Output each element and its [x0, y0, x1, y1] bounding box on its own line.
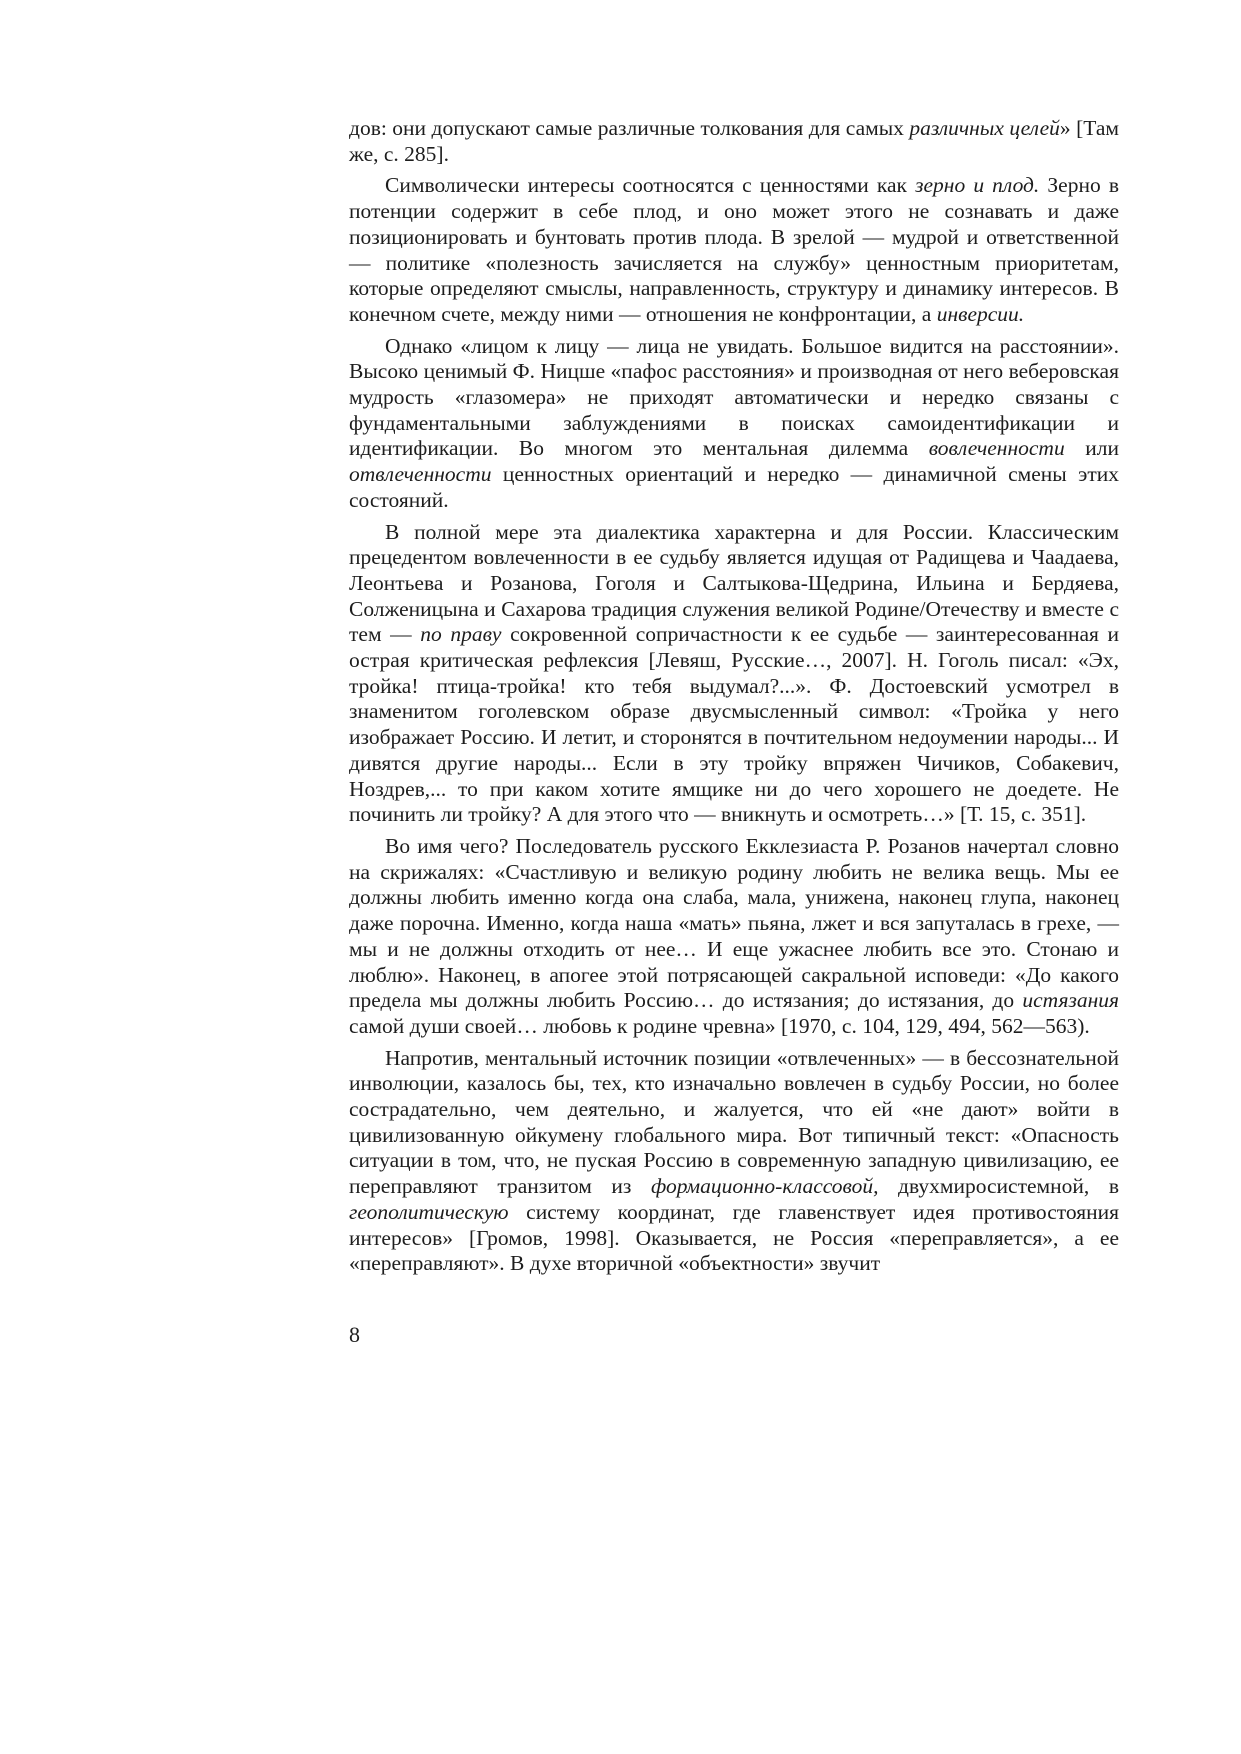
text-run-italic: геополитическую	[349, 1199, 509, 1224]
body-text	[349, 116, 1119, 1283]
text-run-italic: формационно-классовой,	[650, 1174, 879, 1199]
text-run-italic: вовлеченности	[928, 436, 1065, 461]
paragraph	[349, 116, 1119, 167]
text-run: ценностных ориентаций и нередко — динамичной смены этих состояний.	[349, 462, 1119, 512]
text-run-italic: инверсии.	[936, 301, 1025, 326]
text-run: В полной мере эта диалектика характерна и для России. Классическим прецедентом вовлеченности в ее судьбу является идущая от Радищева и Чаадаева, Леонтьева и Розанова, Гоголя и Салтыкова-Щедрина, Ильина и Бердяева, Солженицына и Сахарова традиция служения великой Родине/Отечеству и вместе с тем —	[349, 519, 1119, 647]
paragraph	[349, 834, 1119, 1040]
paragraph	[349, 520, 1119, 828]
text-run: самой души своей… любовь к родине чревна» [1970, с. 104, 129, 494, 562—563).	[349, 1013, 1090, 1038]
text-run-italic: истязания	[1022, 988, 1119, 1013]
text-run: Зерно в потенции содержит в себе плод, и оно может этого не сознавать и даже позиционировать и бунтовать против плода. В зрелой — мудрой и ответственной — политике «полезность зачисляется на службу» ценностным приоритетам, которые определяют смыслы, направленность, структуру и динамику интересов. В конечном счете, между ними — отношения не конфронтации, а	[349, 173, 1119, 326]
text-run: двухмиросистемной, в	[878, 1174, 1119, 1199]
text-run-italic: зерно и плод.	[915, 173, 1040, 198]
text-run: или	[1064, 436, 1119, 461]
text-run-italic: различных целей	[909, 116, 1060, 140]
text-run: Напротив, ментальный источник позиции «отвлеченных» — в бессознательной инволюции, казалось бы, тех, кто изначально вовлечен в судьбу России, но более сострадательно, чем деятельно, и жалуется, что ей «не дают» войти в цивилизованную ойкумену глобального мира. Вот типичный текст: «Опасность ситуации в том, что, не пуская Россию в современную западную цивилизацию, ее переправляют транзитом из	[349, 1045, 1119, 1199]
text-run: сокровенной сопричастности к ее судьбе — заинтересованная и острая критическая рефлексия [Левяш, Русские…, 2007]. Н. Гоголь писал: «Эх, тройка! птица-тройка! кто тебя выдумал?...». Ф. Достоевский усмотрел в знаменитом гоголевском образе двусмысленный символ: «Тройка у него изображает Россию. И летит, и сторонятся в почтительном недоумении народы... И дивятся другие народы... Если в эту тройку впряжен Чичиков, Собакевич, Ноздрев,... то при каком хотите ямщике ни до чего хорошего не доедете. Не починить ли тройку? А для этого что — вникнуть и осмотреть…» [Т. 15, с. 351].	[349, 622, 1119, 827]
text-run: Во имя чего? Последователь русского Екклезиаста Р. Розанов начертал словно на скрижалях: «Счастливую и великую родину любить не велика вещь. Мы ее должны любить именно когда она слаба, мала, унижена, наконец глупа, наконец даже порочна. Именно, когда наша «мать» пьяна, лжет и вся запуталась в грехе, — мы и не должны отходить от нее… И еще ужаснее любить все это. Стонаю и люблю». Наконец, в апогее этой потрясающей сакральной исповеди: «До какого предела мы должны любить Россию… до истязания; до истязания, до	[349, 833, 1119, 1013]
text-run-italic: по праву	[420, 622, 502, 647]
paragraph	[349, 1046, 1119, 1277]
paragraph	[349, 173, 1119, 327]
text-run: систему координат, где главенствует идея противостояния интересов» [Громов, 1998]. Оказывается, не Россия «переправляется», а ее «переправляют». В духе вторичной «объектности» звучит	[349, 1199, 1119, 1276]
text-run: Однако «лицом к лицу — лица не увидать. Большое видится на расстоянии». Высоко ценимый Ф. Ницше «пафос расстояния» и производная от него веберовская мудрость «глазомера» не приходят автоматически и нередко связаны с фундаментальными заблуждениями в поисках самоидентификации и идентификации. Во многом это ментальная дилемма	[349, 333, 1119, 461]
text-run: дов: они допускают самые различные толкования для самых	[349, 116, 910, 140]
paragraph	[349, 334, 1119, 514]
page-number: 8	[349, 1322, 360, 1347]
text-run: Символически интересы соотносятся с ценностями как	[385, 173, 916, 198]
text-run-italic: отвлеченности	[349, 462, 492, 487]
text-run: » [Там же, с. 285].	[349, 116, 1120, 166]
